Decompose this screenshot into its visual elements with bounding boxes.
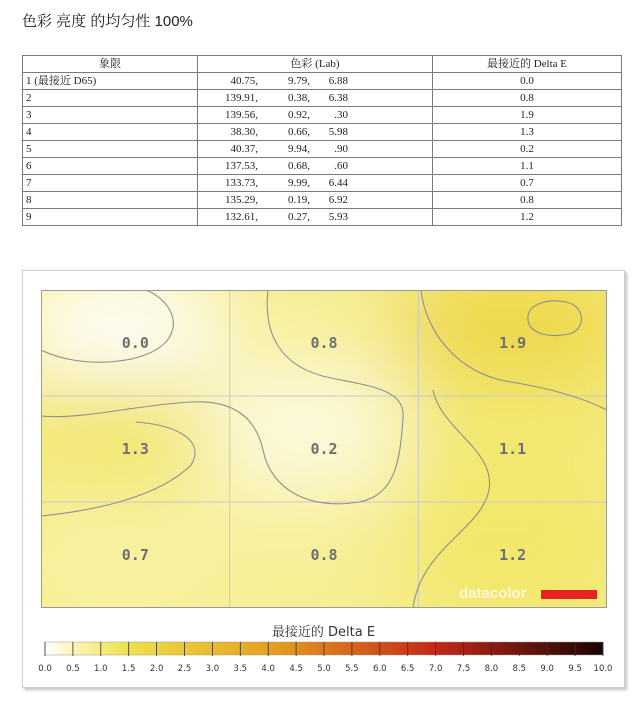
cell-lab [198, 175, 433, 192]
colorbar-tick-label: 5.5 [345, 664, 359, 674]
quadrant-delta-e-label: 1.2 [499, 546, 527, 564]
cell-delta-e: 0.0 [433, 73, 622, 90]
cell-quadrant: 6 [23, 158, 198, 175]
lab-b-value: .30 [334, 108, 348, 121]
colorbar-tick-label: 10.0 [593, 664, 613, 674]
table-row [23, 141, 622, 158]
colorbar-tick-label: 4.0 [261, 664, 275, 674]
lab-l-value: 38.30, [230, 125, 258, 138]
lab-a-value: 0.38, [288, 91, 310, 104]
cell-delta-e: 1.2 [433, 209, 622, 226]
uniformity-table-wrap [22, 55, 621, 226]
cell-lab [198, 107, 433, 124]
cell-quadrant: 7 [23, 175, 198, 192]
lab-b-value: 6.44 [328, 176, 348, 189]
lab-b-value: 5.93 [328, 210, 348, 223]
colorbar-tick-label: 8.5 [512, 664, 527, 674]
cell-delta-e: 1.9 [433, 107, 622, 124]
table-row [23, 73, 622, 90]
quadrant-delta-e-label: 0.0 [121, 334, 149, 352]
uniformity-chart-panel [22, 270, 625, 688]
lab-b-value: 6.92 [328, 193, 348, 206]
colorbar-tick-label: 7.0 [428, 664, 443, 674]
colorbar-tick-label: 4.5 [289, 664, 303, 674]
table-row [23, 107, 622, 124]
cell-lab [198, 158, 433, 175]
colorbar-tick-label: 3.5 [233, 664, 248, 674]
table-row [23, 90, 622, 107]
colorbar [38, 641, 613, 677]
lab-b-value: .90 [334, 142, 348, 155]
lab-a-value: 9.79, [288, 74, 310, 87]
lab-l-value: 133.73, [225, 176, 258, 189]
colorbar-svg [38, 641, 613, 677]
colorbar-tick-label: 7.5 [456, 664, 471, 674]
colorbar-tick-label: 8.0 [484, 664, 499, 674]
cell-lab [198, 73, 433, 90]
lab-a-value: 0.92, [288, 108, 310, 121]
lab-a-value: 0.68, [288, 159, 310, 172]
colorbar-tick-label: 3.0 [205, 664, 220, 674]
cell-quadrant: 2 [23, 90, 198, 107]
lab-l-value: 137.53, [225, 159, 258, 172]
datacolor-watermark: datacolor [459, 585, 527, 602]
lab-b-value: 5.98 [328, 125, 348, 138]
lab-l-value: 40.75, [230, 74, 258, 87]
table-row [23, 175, 622, 192]
cell-delta-e: 1.1 [433, 158, 622, 175]
cell-lab [198, 192, 433, 209]
cell-delta-e: 0.2 [433, 141, 622, 158]
lab-b-value: 6.38 [328, 91, 348, 104]
quadrant-delta-e-label: 0.7 [121, 546, 149, 564]
cell-lab [198, 90, 433, 107]
table-row [23, 124, 622, 141]
datacolor-brand-bar [541, 590, 597, 599]
colorbar-tick-label: 6.5 [400, 664, 415, 674]
colorbar-tick-label: 1.0 [94, 664, 108, 674]
cell-quadrant: 5 [23, 141, 198, 158]
quadrant-delta-e-label: 1.9 [499, 334, 527, 352]
colorbar-tick-label: 5.0 [317, 664, 331, 674]
header-lab: 色彩 (Lab) [198, 56, 433, 73]
cell-quadrant: 1 (最接近 D65) [23, 73, 198, 90]
quadrant-delta-e-label: 1.1 [499, 440, 527, 458]
cell-quadrant: 3 [23, 107, 198, 124]
uniformity-table [22, 55, 622, 226]
lab-b-value: .60 [334, 159, 348, 172]
header-delta-e: 最接近的 Delta E [433, 56, 622, 73]
lab-a-value: 9.99, [288, 176, 310, 189]
cell-quadrant: 8 [23, 192, 198, 209]
colorbar-tick-label: 9.0 [540, 664, 554, 674]
lab-l-value: 132.61, [225, 210, 258, 223]
cell-delta-e: 0.8 [433, 192, 622, 209]
table-row [23, 158, 622, 175]
table-header-row [23, 56, 622, 73]
colorbar-title: 最接近的 Delta E [271, 625, 376, 640]
heatmap-plot [41, 290, 607, 608]
lab-b-value: 6.88 [328, 74, 348, 87]
quadrant-delta-e-label: 0.8 [310, 546, 338, 564]
colorbar-tick-label: 0.5 [66, 664, 80, 674]
cell-quadrant: 9 [23, 209, 198, 226]
lab-a-value: 0.19, [288, 193, 310, 206]
colorbar-tick-label: 6.0 [373, 664, 387, 674]
quadrant-delta-e-label: 1.3 [121, 440, 149, 458]
lab-l-value: 139.91, [225, 91, 258, 104]
quadrant-delta-e-label: 0.8 [310, 334, 338, 352]
table-row [23, 209, 622, 226]
cell-delta-e: 0.8 [433, 90, 622, 107]
quadrant-delta-e-label: 0.2 [310, 440, 338, 458]
cell-lab [198, 124, 433, 141]
cell-quadrant: 4 [23, 124, 198, 141]
header-quadrant: 象限 [23, 56, 198, 73]
cell-lab [198, 141, 433, 158]
lab-a-value: 0.66, [288, 125, 310, 138]
colorbar-tick-label: 9.5 [568, 664, 582, 674]
colorbar-tick-label: 0.0 [38, 664, 52, 674]
lab-l-value: 139.56, [225, 108, 258, 121]
colorbar-tick-label: 2.0 [149, 664, 164, 674]
lab-a-value: 0.27, [288, 210, 310, 223]
table-row [23, 192, 622, 209]
lab-l-value: 40.37, [230, 142, 258, 155]
colorbar-tick-label: 1.5 [121, 664, 136, 674]
cell-delta-e: 0.7 [433, 175, 622, 192]
colorbar-tick-label: 2.5 [177, 664, 192, 674]
page-title: 色彩 亮度 的均匀性 100% [22, 13, 193, 30]
cell-lab [198, 209, 433, 226]
heatmap-svg [41, 290, 607, 608]
lab-a-value: 9.94, [288, 142, 310, 155]
cell-delta-e: 1.3 [433, 124, 622, 141]
lab-l-value: 135.29, [225, 193, 258, 206]
